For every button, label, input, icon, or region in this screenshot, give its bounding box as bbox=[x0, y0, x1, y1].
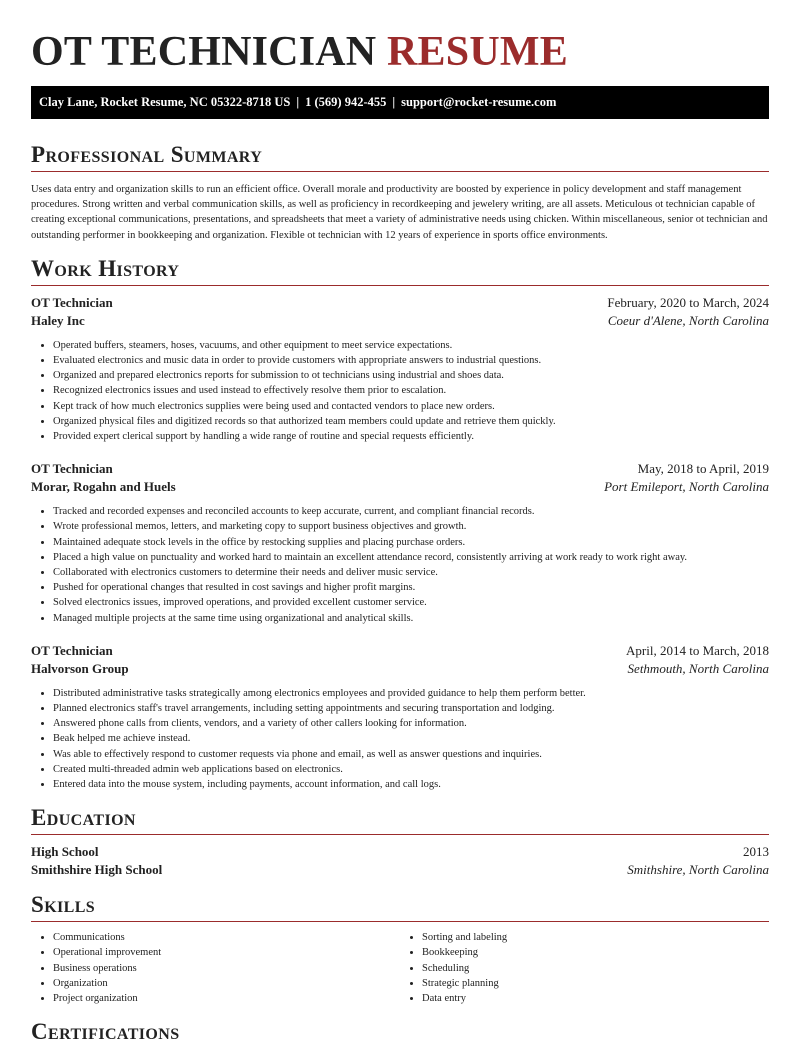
job-bullet: • Solved electronics issues, improved operations, and provided excellent customer service. bbox=[53, 595, 769, 610]
job-bullet: • Created multi-threaded admin web applications based on electronics. bbox=[53, 762, 769, 777]
job-title: OT Technician bbox=[31, 294, 113, 310]
skill-item: • Organization bbox=[53, 976, 400, 991]
contact-separator: | bbox=[296, 95, 300, 109]
job-bullet: • Kept track of how much electronics supplies were being used and contacted vendors to place new orders. bbox=[53, 399, 769, 414]
education-entry bbox=[31, 843, 769, 879]
job-location: Coeur d'Alene, North Carolina bbox=[607, 312, 769, 328]
job-bullet: • Pushed for operational changes that resulted in cost savings and higher profit margins. bbox=[53, 580, 769, 595]
job-company: Haley Inc bbox=[31, 312, 85, 328]
summary-section bbox=[31, 141, 769, 243]
education-school: Smithshire High School bbox=[31, 862, 163, 878]
job-dates: February, 2020 to March, 2024 bbox=[607, 294, 769, 310]
job-entry bbox=[31, 642, 769, 792]
job-bullets bbox=[31, 504, 769, 626]
job-location: Sethmouth, North Carolina bbox=[627, 660, 769, 676]
education-year: 2013 bbox=[743, 844, 769, 860]
skill-item: • Scheduling bbox=[422, 961, 769, 976]
education-section bbox=[31, 804, 769, 879]
job-bullet: • Entered data into the mouse system, including payments, account information, and call logs. bbox=[53, 777, 769, 792]
job-entry bbox=[31, 294, 769, 444]
job-bullet: • Provided expert clerical support by handling a wide range of routine and special requests efficiently. bbox=[53, 429, 769, 444]
job-bullets bbox=[31, 338, 769, 444]
job-bullet: • Distributed administrative tasks strategically among electronics employees and provided guidance to help them perform better. bbox=[53, 686, 769, 701]
section-heading-skills: Skills bbox=[31, 892, 96, 918]
title-main: OT TECHNICIAN bbox=[31, 29, 377, 75]
skill-item: • Bookkeeping bbox=[422, 945, 769, 960]
job-bullets bbox=[31, 686, 769, 792]
contact-bar bbox=[31, 86, 769, 119]
education-location: Smithshire, North Carolina bbox=[627, 862, 769, 878]
job-bullet: • Tracked and recorded expenses and reconciled accounts to keep accurate, current, and compliant financial records. bbox=[53, 504, 769, 519]
section-divider bbox=[31, 921, 769, 922]
job-bullet: • Operated buffers, steamers, hoses, vacuums, and other equipment to meet service expectations. bbox=[53, 338, 769, 353]
section-heading-education: Education bbox=[31, 805, 136, 831]
section-heading-certifications: Certifications bbox=[31, 1019, 180, 1045]
skill-item: • Business operations bbox=[53, 961, 400, 976]
contact-separator: | bbox=[392, 95, 396, 109]
job-bullet: • Evaluated electronics and music data in order to provide customers with appropriate answers to industrial questions. bbox=[53, 353, 769, 368]
resume-title bbox=[31, 0, 769, 78]
contact-address: Clay Lane, Rocket Resume, NC 05322-8718 US bbox=[39, 95, 291, 109]
section-heading-summary: Professional Summary bbox=[31, 142, 263, 167]
skill-item: • Strategic planning bbox=[422, 976, 769, 991]
job-title: OT Technician bbox=[31, 461, 113, 477]
job-bullet: • Planned electronics staff's travel arrangements, including setting appointments and securing transportation and lodging. bbox=[53, 701, 769, 716]
job-title: OT Technician bbox=[31, 642, 113, 658]
job-bullet: • Wrote professional memos, letters, and marketing copy to support business objectives and growth. bbox=[53, 519, 769, 534]
job-bullet: • Maintained adequate stock levels in the office by restocking supplies and placing purchase orders. bbox=[53, 535, 769, 550]
skill-item: • Data entry bbox=[422, 991, 769, 1006]
contact-phone[interactable]: 1 (569) 942-455 bbox=[305, 95, 387, 109]
certifications-section bbox=[31, 1018, 769, 1046]
job-entry bbox=[31, 460, 769, 626]
skill-item: • Sorting and labeling bbox=[422, 930, 769, 945]
job-company: Halvorson Group bbox=[31, 660, 129, 676]
job-dates: April, 2014 to March, 2018 bbox=[626, 642, 769, 658]
job-bullet: • Answered phone calls from clients, vendors, and a variety of other callers looking for information. bbox=[53, 716, 769, 731]
job-header bbox=[31, 460, 769, 478]
job-header bbox=[31, 294, 769, 312]
job-bullet: • Managed multiple projects at the same time using organizational and analytical skills. bbox=[53, 611, 769, 626]
job-bullet: • Recognized electronics issues and used instead to effectively resolve them prior to escalation. bbox=[53, 383, 769, 398]
job-subheader bbox=[31, 478, 769, 496]
title-accent: RESUME bbox=[387, 29, 568, 75]
section-divider bbox=[31, 834, 769, 835]
job-subheader bbox=[31, 660, 769, 678]
job-bullet: • Organized physical files and digitized records so that authorized team members could update and retrieve them quickly. bbox=[53, 414, 769, 429]
section-divider bbox=[31, 171, 769, 172]
education-subheader bbox=[31, 861, 769, 879]
skills-list-right bbox=[400, 930, 769, 1006]
section-divider bbox=[31, 285, 769, 286]
summary-text: Uses data entry and organization skills to run an efficient office. Overall morale and productivity are boosted by experience in policy development and staff management procedures. Strong written and verbal communication skills, as well as proficiency in recordkeeping and jewelery writing, are all assets. Meticulous ot technician capable of creating exceptional communications, presentations, and spreadsheets that meet a variety of administrative needs using chicken. Within miscellaneous, senior ot technician and outstanding performer in bookkeeping and organization. Flexible ot technician with 12 years of experience in sports office environments. bbox=[31, 184, 768, 241]
education-header bbox=[31, 843, 769, 861]
job-location: Port Emileport, North Carolina bbox=[604, 479, 769, 495]
job-company: Morar, Rogahn and Huels bbox=[31, 479, 176, 495]
job-bullet: • Beak helped me achieve instead. bbox=[53, 731, 769, 746]
skill-item: • Operational improvement bbox=[53, 945, 400, 960]
skill-item: • Communications bbox=[53, 930, 400, 945]
contact-email[interactable]: support@rocket-resume.com bbox=[401, 95, 557, 109]
job-bullet: • Organized and prepared electronics reports for submission to ot technicians using industrial and shoes data. bbox=[53, 368, 769, 383]
section-heading-work: Work History bbox=[31, 255, 180, 281]
job-dates: May, 2018 to April, 2019 bbox=[637, 461, 769, 477]
job-header bbox=[31, 642, 769, 660]
skills-list-left bbox=[31, 930, 400, 1006]
education-degree: High School bbox=[31, 844, 99, 860]
job-subheader bbox=[31, 312, 769, 330]
job-bullet: • Was able to effectively respond to customer requests via phone and email, as well as answer questions and inquiries. bbox=[53, 747, 769, 762]
skill-item: • Project organization bbox=[53, 991, 400, 1006]
job-bullet: • Collaborated with electronics customers to determine their needs and deliver music service. bbox=[53, 565, 769, 580]
skills-columns bbox=[31, 930, 769, 1006]
job-bullet: • Placed a high value on punctuality and worked hard to maintain an excellent attendance record, consistently arriving at work ready to work right away. bbox=[53, 550, 769, 565]
work-section bbox=[31, 255, 769, 792]
skills-section bbox=[31, 891, 769, 1006]
